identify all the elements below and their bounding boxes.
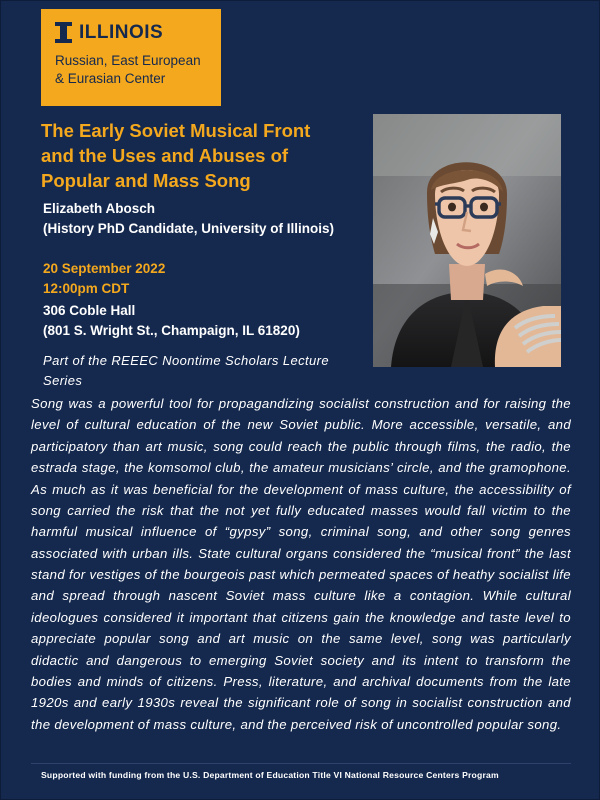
illinois-wordmark: ILLINOIS — [79, 22, 164, 43]
center-name — [55, 52, 209, 88]
venue-name: 306 Coble Hall — [43, 303, 136, 318]
event-location — [43, 301, 363, 340]
abstract-text: Song was a powerful tool for propagandizing socialist construction and for raising the level of cultural education of the new Soviet public. More accessible, versatile, and participatory than art music, song could reach the public through films, the radio, the estrada stage, the komsomol club, the amateur musicians’ circle, and the gramophone. As much as it was beneficial for the development of mass culture, the accessibility of song carried the risk that the not yet fully educated masses would fall victim to the harmful musical influence of “gypsy” song, criminal song, and other song genres associated with urban ills. State cultural organs considered the “musical front” the last stand for vestiges of the bourgeois past which permeated spaces of heathy socialist life and spread through nascent Soviet mass culture like a contagion. While cultural ideologues considered it important that citizens gain the knowledge and taste level to appreciate popular song and art music on the same level, song was particularly didactic and dangerous to emerging Soviet society and its intent to transform the bodies and minds of citizens. Press, literature, and archival documents from the late 1920s and early 1930s reveal the significant role of song in socialist construction and the development of mass culture, and the perceived risk of uncontrolled popular song. — [31, 396, 571, 732]
speaker-name: Elizabeth Abosch — [43, 201, 156, 216]
speaker-affiliation: (History PhD Candidate, University of Illinois) — [43, 220, 335, 236]
center-name-line1: Russian, East European — [55, 53, 201, 68]
block-i-icon — [55, 22, 72, 43]
event-time: 12:00pm CDT — [43, 280, 130, 296]
funding-note: Supported with funding from the U.S. Department of Education Title VI National Resource Centers Program — [41, 770, 499, 780]
venue-address: (801 S. Wright St., Champaign, IL 61820) — [43, 322, 300, 338]
speaker-portrait-illustration — [373, 114, 561, 367]
speaker-photo — [373, 114, 561, 367]
speaker-block — [43, 199, 343, 238]
page-title: The Early Soviet Musical Front and the Uses and Abuses of Popular and Mass Song — [41, 120, 311, 191]
lecture-series: Part of the REEEC Noontime Scholars Lecture Series — [43, 353, 329, 388]
center-name-line2: & Eurasian Center — [55, 70, 166, 86]
event-date: 20 September 2022 — [43, 261, 166, 276]
illinois-reeec-logo — [41, 9, 221, 106]
footer-divider — [31, 763, 571, 764]
logo-row — [55, 22, 209, 43]
event-datetime — [43, 259, 343, 298]
